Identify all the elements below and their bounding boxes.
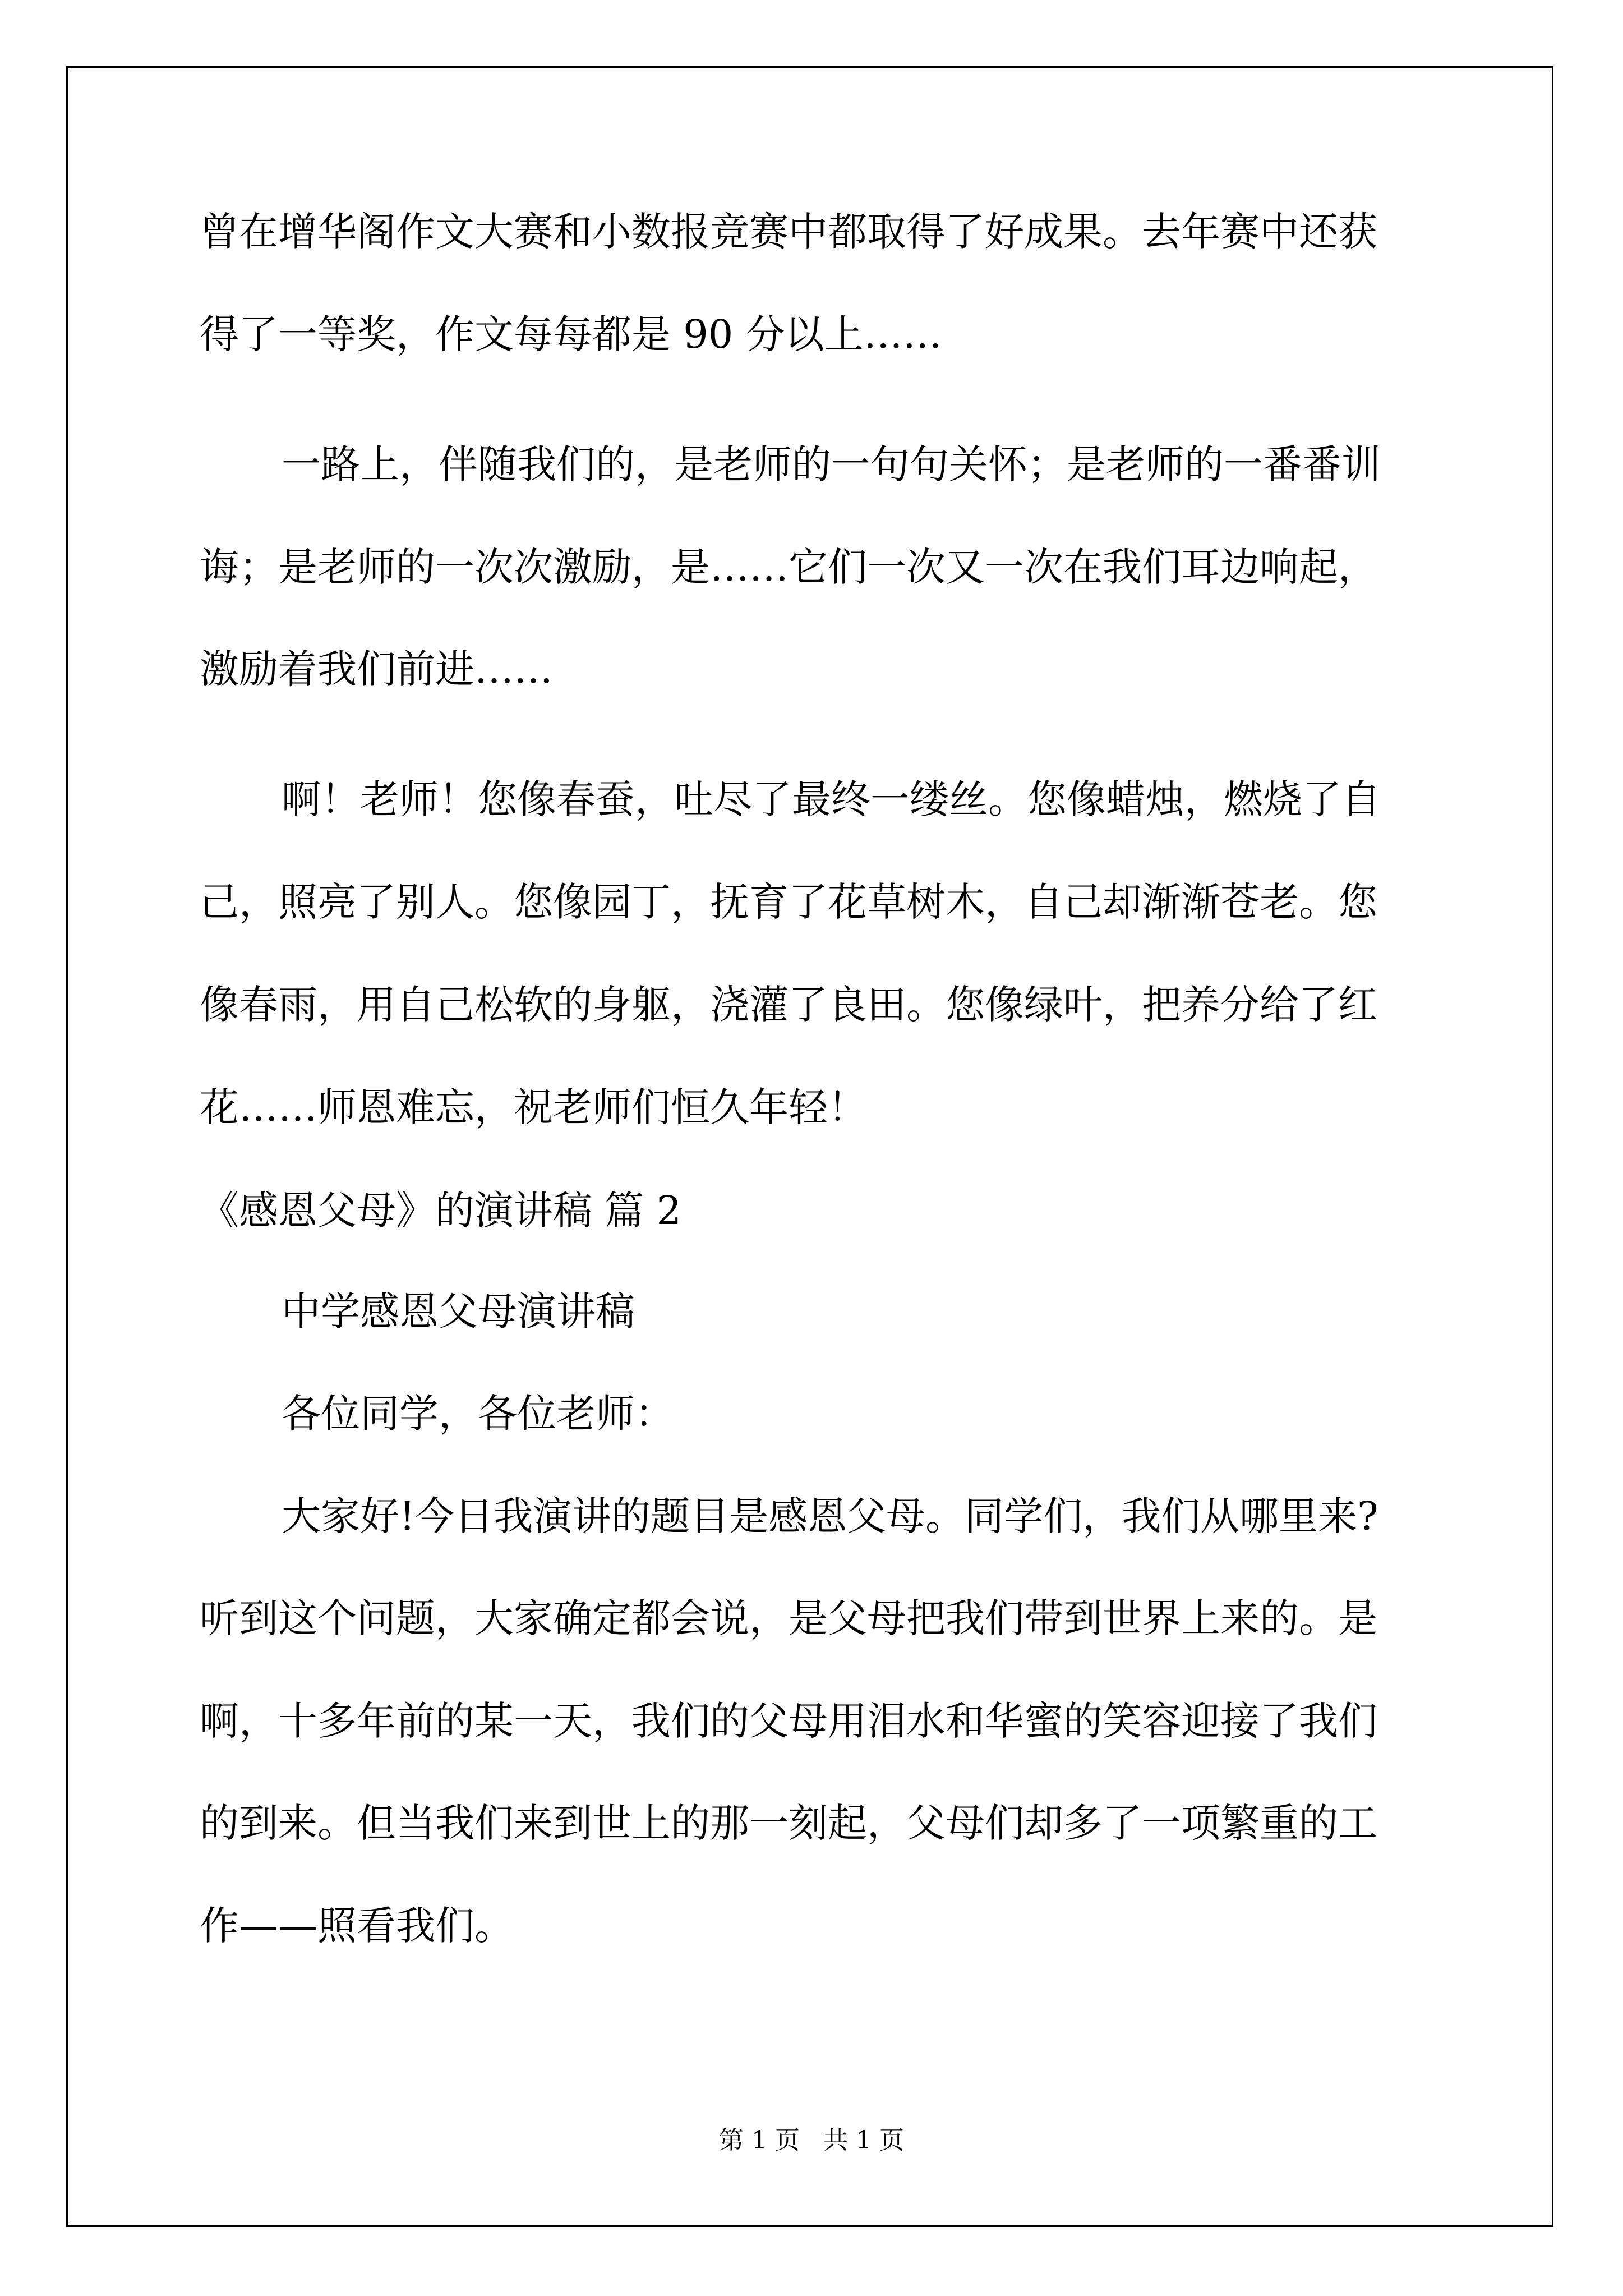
text-line: 啊，十多年前的某一天，我们的父母用泪水和华蜜的笑容迎接了我们 (200, 1698, 1377, 1744)
salutation: 各位同学，各位老师： (282, 1391, 674, 1437)
section-heading: 《感恩父母》的演讲稿 篇 2 (200, 1188, 682, 1234)
text-line: 曾在增华阁作文大赛和小数报竞赛中都取得了好成果。去年赛中还获 (200, 209, 1377, 255)
page-number-footer: 第 1 页 共 1 页 (719, 2126, 904, 2155)
text-line: 像春雨，用自己松软的身躯，浇灌了良田。您像绿叶，把养分给了红 (200, 982, 1377, 1028)
text-line: 诲；是老师的一次次激励，是……它们一次又一次在我们耳边响起， (200, 544, 1377, 590)
paragraph-first-line: 啊！老师！您像春蚕，吐尽了最终一缕丝。您像蜡烛，燃烧了自 (282, 776, 1381, 822)
speech-title: 中学感恩父母演讲稿 (282, 1289, 635, 1335)
text-line: 作——照看我们。 (200, 1903, 514, 1949)
text-line: 听到这个问题，大家确定都会说，是父母把我们带到世界上来的。是 (200, 1595, 1377, 1641)
text-line: 花……师恩难忘，祝老师们恒久年轻！ (200, 1084, 867, 1130)
text-line: 激励着我们前进…… (200, 646, 553, 692)
text-line: 的到来。但当我们来到世上的那一刻起，父母们却多了一项繁重的工 (200, 1800, 1377, 1846)
paragraph-first-line: 大家好!今日我演讲的题目是感恩父母。同学们，我们从哪里来? (282, 1493, 1378, 1539)
paragraph-first-line: 一路上，伴随我们的，是老师的一句句关怀；是老师的一番番训 (282, 441, 1381, 487)
text-line: 得了一等奖，作文每每都是 90 分以上…… (200, 311, 942, 357)
text-line: 己，照亮了别人。您像园丁，抚育了花草树木，自己却渐渐苍老。您 (200, 879, 1377, 925)
